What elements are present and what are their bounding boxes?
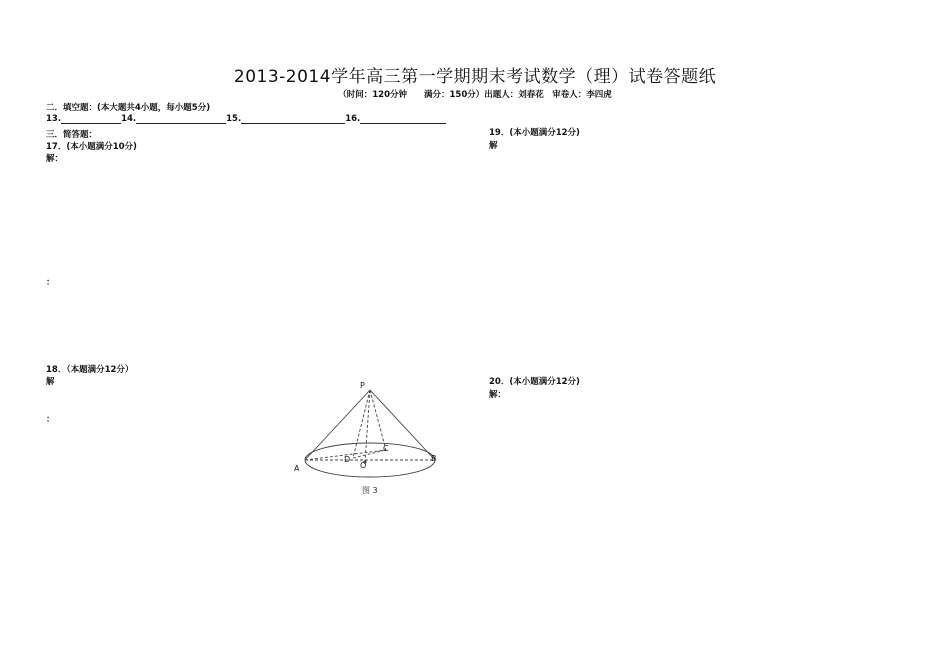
q13-label: 13. xyxy=(46,114,62,124)
label-A: A xyxy=(294,464,300,473)
q19-heading: 19．(本小题满分12分) xyxy=(489,128,580,138)
q19-solve-label: 解 xyxy=(489,141,498,151)
q15-blank[interactable] xyxy=(241,114,345,124)
page-title: 2013-2014学年高三第一学期期末考试数学（理）试卷答题纸 xyxy=(233,67,717,87)
exam-meta: （时间：120分钟 满分：150分）出题人：刘春花 审卷人：李四虎 xyxy=(338,90,612,100)
q20-solve-label: 解： xyxy=(489,390,507,400)
q17-heading: 17．(本小题满分10分) xyxy=(46,142,137,152)
q16-label: 16. xyxy=(345,114,361,124)
label-C: C xyxy=(383,444,389,453)
label-B: B xyxy=(431,454,437,463)
fill-in-section-title: 二．填空题：(本大题共4小题，每小题5分) xyxy=(46,103,211,113)
segment-DC xyxy=(353,450,386,458)
q16-blank[interactable] xyxy=(360,114,446,124)
q20-heading: 20．(本小题满分12分) xyxy=(489,377,580,387)
label-D: D xyxy=(344,455,351,464)
answers-section-title: 三．简答题： xyxy=(46,130,98,140)
q17-mark: ： xyxy=(46,278,56,288)
figure-caption: 图 3 xyxy=(362,486,378,495)
cone-figure xyxy=(290,378,450,500)
q14-label: 14. xyxy=(121,114,137,124)
q14-blank[interactable] xyxy=(136,114,226,124)
q18-solve-label: 解 xyxy=(46,377,55,387)
q18-mark: ： xyxy=(46,415,56,425)
label-O: O xyxy=(360,461,367,470)
q13-blank[interactable] xyxy=(61,114,121,124)
q15-label: 15. xyxy=(226,114,242,124)
q18-heading: 18．（本题满分12分） xyxy=(46,365,134,375)
fill-in-answer-row xyxy=(46,114,446,124)
edge-PA xyxy=(305,390,370,460)
segment-PD xyxy=(353,390,370,458)
label-P: P xyxy=(360,381,365,390)
q17-solve-label: 解： xyxy=(46,154,64,164)
